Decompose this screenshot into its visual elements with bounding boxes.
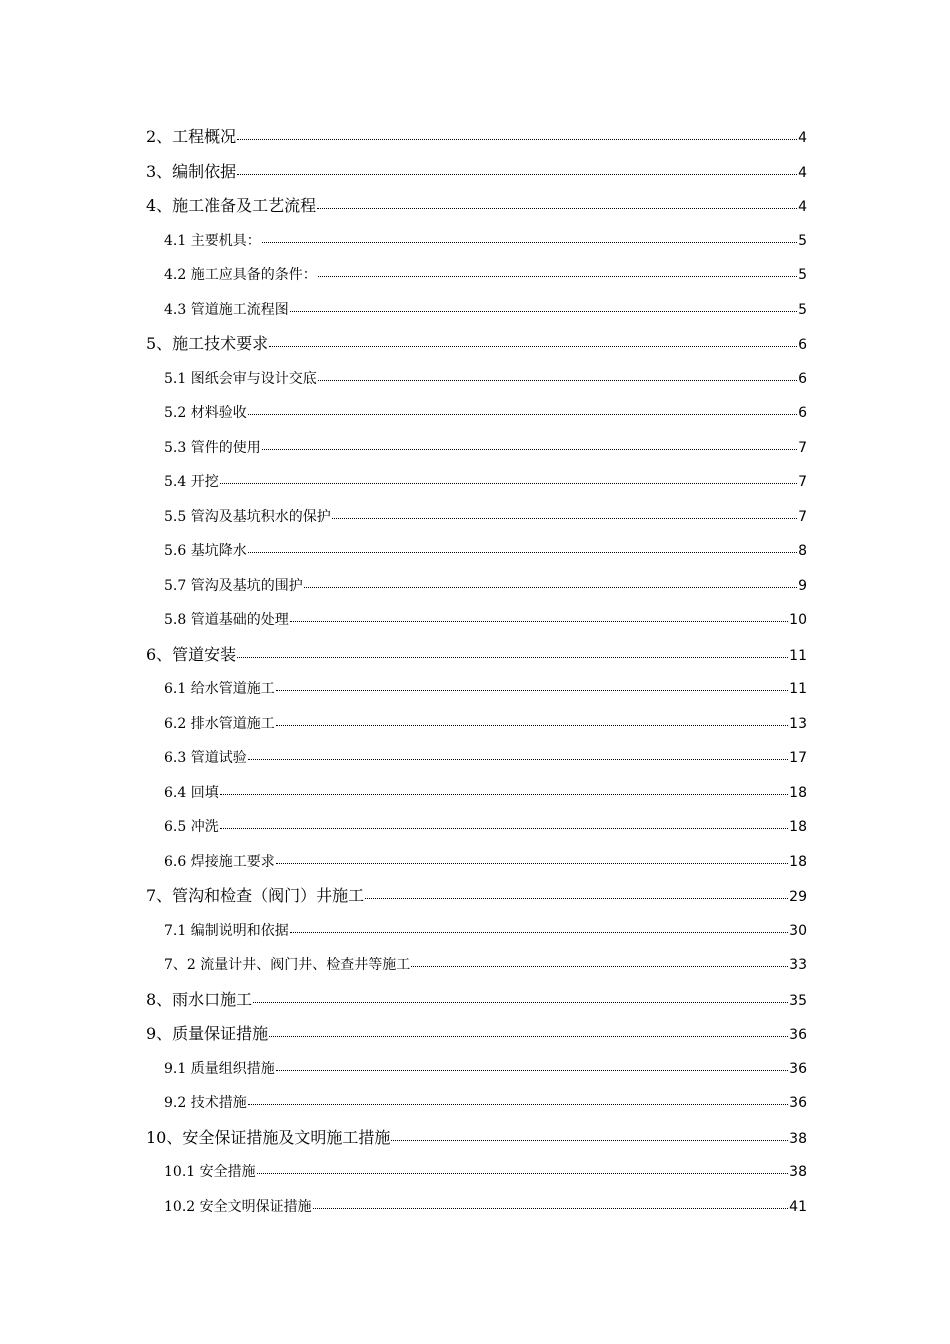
toc-dot-leader <box>365 889 788 899</box>
toc-entry-title: 5.6 基坑降水 <box>164 543 247 559</box>
toc-dot-leader <box>313 1200 789 1209</box>
toc-entry-title: 5.3 管件的使用 <box>164 439 261 456</box>
toc-entry-title: 9、质量保证措施 <box>146 1024 269 1043</box>
toc-entry-page-number: 5 <box>798 267 807 283</box>
toc-entry[interactable] <box>0 638 950 673</box>
toc-dot-leader <box>248 751 788 760</box>
toc-entry-page-number: 9 <box>798 577 807 594</box>
toc-entry-page-number: 36 <box>789 1095 807 1111</box>
toc-dot-leader <box>318 268 797 277</box>
table-of-contents <box>0 120 950 1224</box>
toc-entry[interactable] <box>0 224 950 259</box>
toc-entry-page-number: 13 <box>789 715 807 732</box>
toc-entry-page-number: 4 <box>798 199 807 215</box>
toc-entry[interactable] <box>0 155 950 190</box>
toc-entry-page-number: 7 <box>798 474 807 490</box>
toc-dot-leader <box>248 406 797 415</box>
toc-entry-page-number: 4 <box>798 130 807 146</box>
toc-entry-page-number: 11 <box>789 647 807 664</box>
toc-entry-title: 5、施工技术要求 <box>146 334 269 353</box>
toc-entry-page-number: 18 <box>789 819 807 835</box>
toc-entry-title: 5.5 管沟及基坑积水的保护 <box>164 508 331 525</box>
toc-entry-title: 10、安全保证措施及文明施工措施 <box>146 1127 391 1147</box>
toc-entry-page-number: 17 <box>789 750 807 766</box>
toc-dot-leader <box>290 613 788 622</box>
toc-entry[interactable] <box>0 465 950 500</box>
toc-entry-title: 6.5 冲洗 <box>164 819 219 835</box>
toc-entry-page-number: 4 <box>798 164 807 181</box>
toc-entry[interactable] <box>0 293 950 328</box>
toc-dot-leader <box>220 786 788 795</box>
toc-entry-title: 5.1 图纸会审与设计交底 <box>164 370 317 387</box>
toc-entry[interactable] <box>0 983 950 1018</box>
toc-entry[interactable] <box>0 189 950 224</box>
toc-entry[interactable] <box>0 1155 950 1190</box>
toc-entry-page-number: 18 <box>789 784 807 801</box>
toc-entry-title: 9.1 质量组织措施 <box>164 1060 275 1077</box>
toc-entry-title: 6、管道安装 <box>146 644 237 664</box>
toc-entry-title: 3、编制依据 <box>146 161 237 181</box>
toc-entry-title: 6.4 回填 <box>164 784 219 801</box>
toc-entry[interactable] <box>0 776 950 811</box>
toc-entry-title: 7、2 流量计井、阀门井、检查井等施工 <box>164 957 411 973</box>
toc-entry-page-number: 6 <box>798 405 807 421</box>
toc-entry[interactable] <box>0 1086 950 1121</box>
toc-entry-title: 2、工程概况 <box>146 127 237 146</box>
toc-dot-leader <box>391 1131 788 1141</box>
toc-entry[interactable] <box>0 431 950 466</box>
toc-entry-page-number: 41 <box>789 1198 807 1215</box>
toc-entry-title: 7.1 编制说明和依据 <box>164 922 289 939</box>
toc-entry[interactable] <box>0 879 950 914</box>
toc-entry[interactable] <box>0 845 950 880</box>
toc-entry-page-number: 30 <box>789 922 807 939</box>
toc-entry[interactable] <box>0 120 950 155</box>
toc-dot-leader <box>290 924 788 933</box>
toc-dot-leader <box>290 303 797 312</box>
toc-entry-page-number: 36 <box>789 1060 807 1077</box>
toc-entry-title: 5.7 管沟及基坑的围护 <box>164 577 303 594</box>
toc-entry[interactable] <box>0 672 950 707</box>
toc-entry[interactable] <box>0 914 950 949</box>
toc-entry[interactable] <box>0 258 950 293</box>
toc-dot-leader <box>276 717 788 726</box>
toc-entry-title: 7、管沟和检查（阀门）井施工 <box>146 886 365 905</box>
toc-entry[interactable] <box>0 1017 950 1052</box>
toc-dot-leader <box>411 958 788 967</box>
toc-entry-page-number: 6 <box>798 370 807 387</box>
toc-entry-title: 5.2 材料验收 <box>164 405 247 421</box>
toc-entry[interactable] <box>0 1052 950 1087</box>
toc-entry-page-number: 38 <box>789 1164 807 1180</box>
toc-entry-title: 6.6 焊接施工要求 <box>164 853 275 870</box>
toc-entry-page-number: 36 <box>789 1027 807 1043</box>
toc-entry-page-number: 5 <box>798 301 807 318</box>
toc-dot-leader <box>262 234 797 243</box>
toc-entry-page-number: 35 <box>789 992 807 1009</box>
toc-entry[interactable] <box>0 1121 950 1156</box>
toc-entry-page-number: 8 <box>798 543 807 559</box>
toc-entry[interactable] <box>0 603 950 638</box>
toc-entry-title: 8、雨水口施工 <box>146 989 253 1009</box>
toc-entry-title: 6.2 排水管道施工 <box>164 715 275 732</box>
toc-entry-title: 6.3 管道试验 <box>164 750 247 766</box>
toc-dot-leader <box>318 372 797 381</box>
toc-entry-page-number: 38 <box>789 1130 807 1147</box>
toc-dot-leader <box>276 1062 788 1071</box>
toc-entry[interactable] <box>0 1190 950 1225</box>
toc-entry[interactable] <box>0 741 950 776</box>
toc-entry[interactable] <box>0 362 950 397</box>
toc-dot-leader <box>276 682 788 691</box>
toc-entry-title: 4.3 管道施工流程图 <box>164 301 289 318</box>
toc-entry-title: 10.2 安全文明保证措施 <box>164 1198 312 1215</box>
toc-dot-leader <box>276 855 788 864</box>
toc-dot-leader <box>237 648 788 658</box>
toc-entry-title: 4.2 施工应具备的条件： <box>164 267 317 283</box>
toc-entry-title: 10.1 安全措施 <box>164 1164 256 1180</box>
toc-dot-leader <box>257 1165 789 1174</box>
toc-dot-leader <box>237 130 797 140</box>
toc-dot-leader <box>332 510 797 519</box>
toc-entry-page-number: 6 <box>798 337 807 353</box>
toc-entry[interactable] <box>0 396 950 431</box>
toc-dot-leader <box>262 441 797 450</box>
toc-entry[interactable] <box>0 948 950 983</box>
toc-dot-leader <box>304 579 797 588</box>
toc-dot-leader <box>269 1027 788 1037</box>
toc-entry-title: 4、施工准备及工艺流程 <box>146 196 317 215</box>
toc-dot-leader <box>253 993 788 1003</box>
toc-entry-page-number: 5 <box>798 232 807 249</box>
toc-entry[interactable] <box>0 327 950 362</box>
toc-entry-page-number: 29 <box>789 889 807 905</box>
toc-entry-page-number: 10 <box>789 612 807 628</box>
toc-dot-leader <box>220 820 788 829</box>
toc-entry[interactable] <box>0 569 950 604</box>
toc-dot-leader <box>317 199 797 209</box>
toc-entry-page-number: 11 <box>789 681 807 697</box>
toc-entry-page-number: 33 <box>789 957 807 973</box>
toc-dot-leader <box>220 475 797 484</box>
toc-dot-leader <box>248 1096 788 1105</box>
toc-entry-page-number: 7 <box>798 439 807 456</box>
toc-entry-title: 5.4 开挖 <box>164 474 219 490</box>
toc-entry[interactable] <box>0 810 950 845</box>
toc-entry-title: 9.2 技术措施 <box>164 1095 247 1111</box>
toc-entry[interactable] <box>0 500 950 535</box>
toc-dot-leader <box>248 544 797 553</box>
toc-entry-title: 5.8 管道基础的处理 <box>164 612 289 628</box>
toc-entry-page-number: 7 <box>798 508 807 525</box>
toc-entry[interactable] <box>0 534 950 569</box>
toc-entry-title: 6.1 给水管道施工 <box>164 681 275 697</box>
toc-dot-leader <box>237 165 797 175</box>
toc-entry[interactable] <box>0 707 950 742</box>
toc-dot-leader <box>269 337 797 347</box>
toc-entry-page-number: 18 <box>789 853 807 870</box>
toc-entry-title: 4.1 主要机具： <box>164 232 261 249</box>
